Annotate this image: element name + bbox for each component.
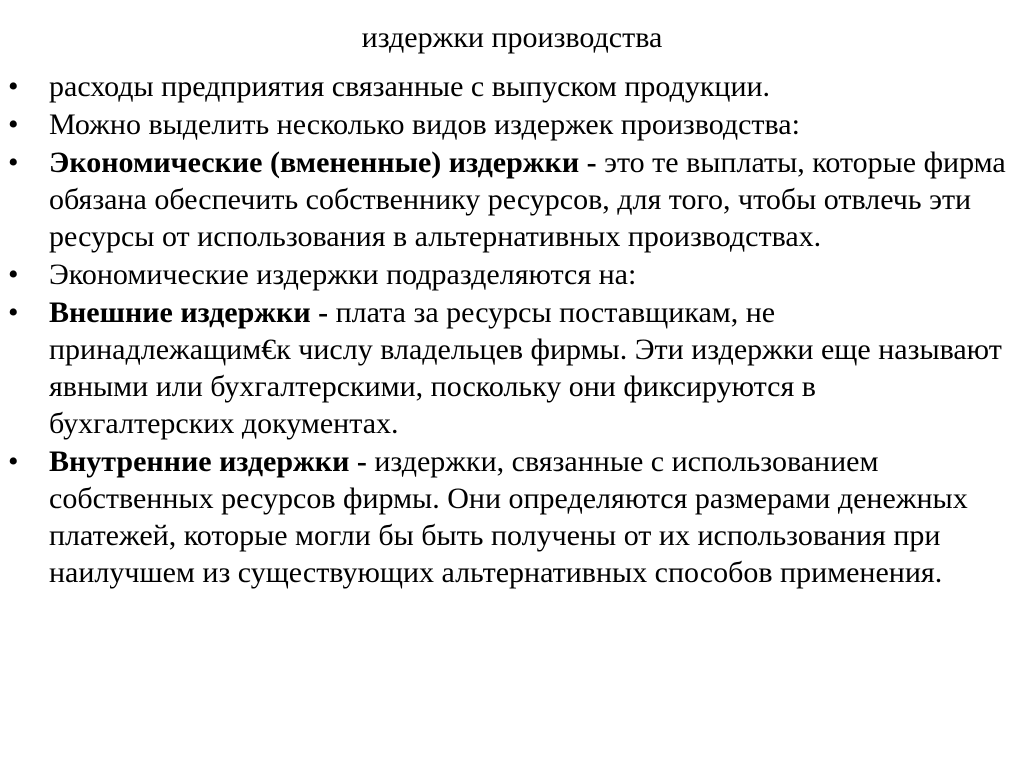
bullet-item	[0, 294, 1024, 442]
bullet-marker: •	[8, 258, 19, 291]
bullet-text: Можно выделить несколько видов издержек производства:	[49, 108, 800, 141]
bullet-bold-term: Экономические (вмененные) издержки -	[49, 146, 605, 179]
bullet-marker: •	[8, 445, 19, 478]
bullet-list	[0, 68, 1024, 592]
bullet-item	[0, 106, 1024, 143]
bullet-bold-term: Внешние издержки -	[49, 296, 336, 329]
bullet-text: расходы предприятия связанные с выпуском продукции.	[49, 70, 771, 103]
bullet-bold-term: Внутренние издержки -	[49, 445, 375, 478]
bullet-item	[0, 443, 1024, 591]
bullet-text: это те выплаты, которые фирма обязана обеспечить собственнику ресурсов, для того, чтобы отвлечь эти ресурсы от использования в альтернативных производствах.	[49, 146, 1006, 253]
bullet-marker: •	[8, 70, 19, 103]
bullet-text: плата за ресурсы поставщикам, не принадлежащим€к числу владельцев фирмы. Эти издержки еще называют явными или бухгалтерскими, поскольку они фиксируются в бухгалтерских документах.	[49, 296, 1002, 440]
bullet-item	[0, 68, 1024, 105]
bullet-marker: •	[8, 108, 19, 141]
slide-title: издержки производства	[361, 21, 663, 54]
bullet-item	[0, 144, 1024, 255]
bullet-item	[0, 256, 1024, 293]
bullet-text: Экономические издержки подразделяются на:	[49, 258, 637, 291]
bullet-marker: •	[8, 296, 19, 329]
bullet-marker: •	[8, 146, 19, 179]
bullet-text: издержки, связанные с использованием собственных ресурсов фирмы. Они определяются размерами денежных платежей, которые могли бы быть получены от их использования при наилучшем из существующих альтернативных способов применения.	[49, 445, 968, 589]
